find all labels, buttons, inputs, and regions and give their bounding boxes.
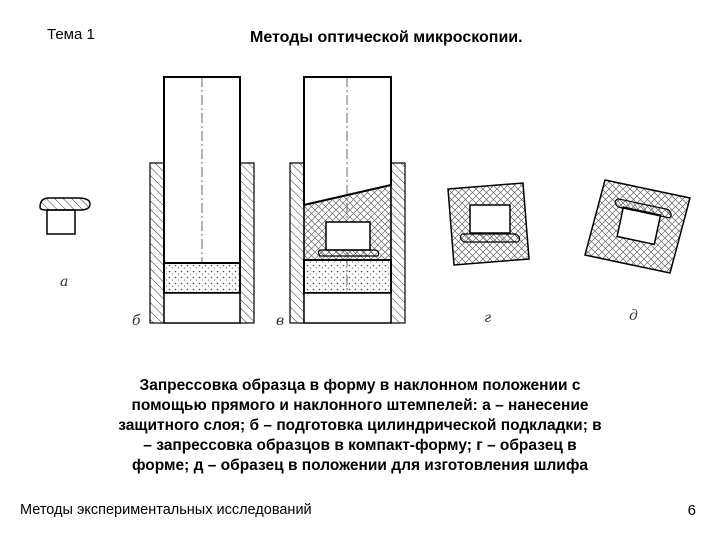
label-v: в <box>276 313 285 329</box>
caption-line: форме; д – образец в положении для изготовления шлифа <box>131 457 589 474</box>
figure-v <box>276 77 405 329</box>
caption-line: Запрессовка образца в форму в наклонном положении с <box>139 377 581 394</box>
figure-g <box>448 183 529 326</box>
figure-d <box>585 180 690 324</box>
figure-caption <box>30 376 690 476</box>
figure-b <box>132 77 254 329</box>
topic-label: Тема 1 <box>47 26 95 43</box>
figure-a <box>40 198 90 290</box>
label-b: б <box>132 313 141 329</box>
caption-line: – запрессовка образцов в компакт-форму; г – образец в <box>143 437 577 454</box>
label-d: д <box>629 308 638 324</box>
caption-line: защитного слоя; б – подготовка цилиндрической подкладки; в <box>118 417 602 434</box>
slide-title: Методы оптической микроскопии. <box>250 29 523 46</box>
caption-line: помощью прямого и наклонного штемпелей: а – нанесение <box>131 397 589 414</box>
label-g: г <box>484 310 492 326</box>
footer-course-title: Методы экспериментальных исследований <box>20 502 312 518</box>
label-a: а <box>60 274 69 290</box>
page-number: 6 <box>687 502 696 519</box>
